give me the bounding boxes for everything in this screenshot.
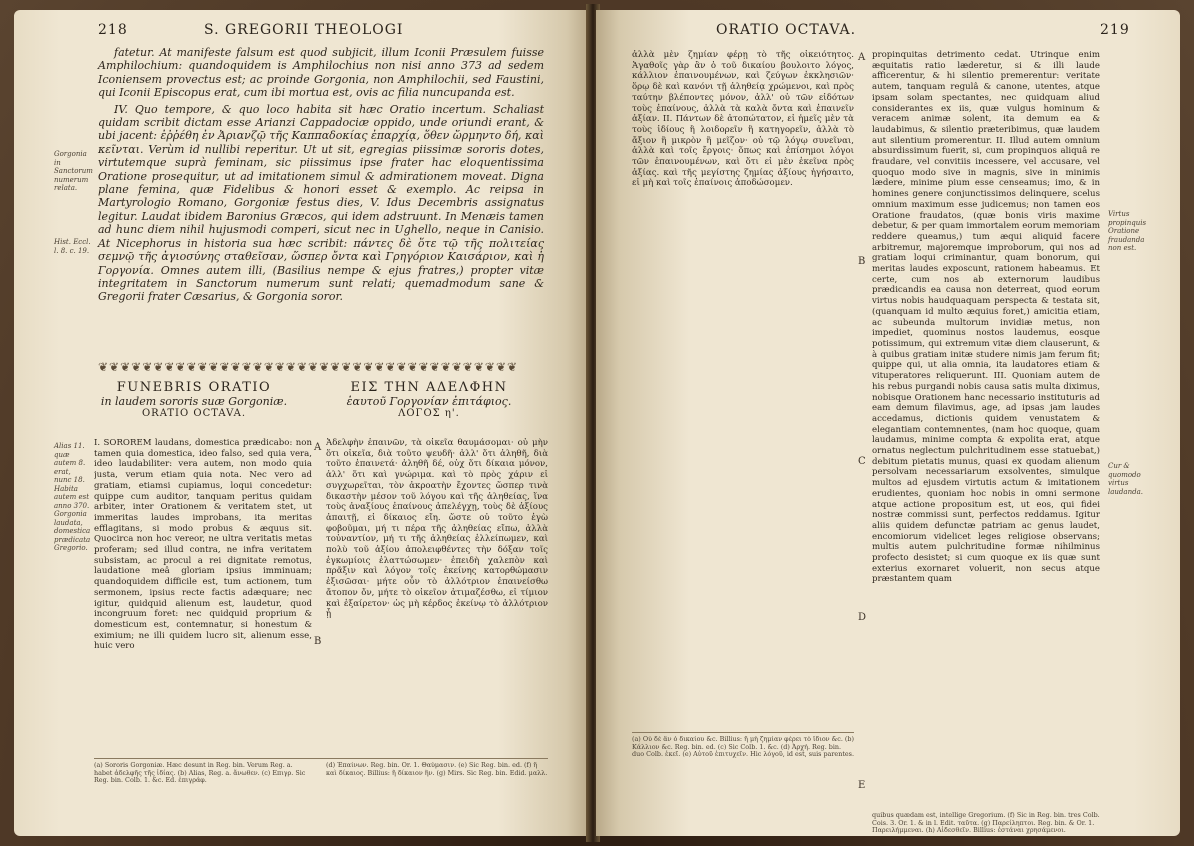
right-margin-note-1: Virtus propinquis Oratione fraudanda non est. [1108,210,1147,252]
left-running-head [98,22,403,38]
left-upper-text [98,46,544,356]
left-col-margin-note: Alias 11. quæ autem 8. erat, nunc 18. Habita autem est anno 370. Gorgonia laudata, domestica prædicata Gregorio. [54,442,91,552]
left-section-mark-a: A [314,442,322,453]
right-footnotes-left: (a) Οὐ δὲ ἂν ὁ δικαίου &c. Billius: ἢ μὴ ζημίαν φέρει τὸ ἴδιον &c. (b) Κάλλιον &c. Reg. bin. ed. (c) Sic Colb. 1. &c. (d) Ἀρχή. Reg. bin. duo Colb. ἐκεῖ. (e) Αὐτοῦ ἐπιτυχεῖν. Hic λόγοῦ, id est, suis parentes. [632,736,854,759]
latin-oration-label: ORATIO OCTAVA. [141,408,247,419]
right-page-number-wrap [1100,22,1130,38]
right-margin-note-2: Cur & quomodo virtus laudanda. [1108,462,1143,496]
left-margin-note-1: Gorgonia in Sanctorum numerum relata. [54,150,93,192]
right-section-mark-e: E [858,780,866,791]
greek-heading-subtitle: ἑαυτοῦ Γοργονίαν ἐπιτάφιος. [346,395,512,408]
right-section-mark-a: A [858,52,866,63]
right-section-mark-d: D [858,612,867,623]
left-page [14,10,590,836]
greek-column: Ἀδελφὴν ἐπαινῶν, τὰ οἰκεῖα θαυμάσομαι· οὐ μὴν ὅτι οἰκεῖα, διὰ τοῦτο ψευδῆ· ἀλλ' ὅτι ἀληθῆ, διὰ τοῦτο ἐπαινετά· ἀληθῆ δέ, οὐχ ὅτι δίκαια μόνον, ἀλλ' ὅτι καὶ γνώριμα. καὶ τὸ πρὸς χάριν εἰ συγχωρεῖται, τὸν ἀκροατὴν ἔχοντες ὥσπερ τινὰ δικαστὴν μέσον τοῦ λόγου καὶ τῆς ἀληθείας, ἵνα τοὺς ἀναξίους ἐπαίνους ἀπελέγχῃ, τοὺς δὲ ἀξίους ἀπαιτῇ, εἰ δίκαιος εἴη. ὥστε οὐ τοῦτο ἐγὼ φοβοῦμαι, μή τι πέρα τῆς ἀληθείας εἴπω, ἀλλὰ τοὐναντίον, μή τι τῆς ἀληθείας ἐλλείπωμεν, καὶ πολὺ τοῦ ἀξίου ἀπολειφθέντες τὴν δόξαν τοῖς ἐγκωμίοις ἐλαττώσωμεν· ἐπειδὴ χαλεπὸν καὶ πρᾶξιν καὶ λόγον τοῖς ἐκείνης κατορθώμασιν ἐξισῶσαι· μήτε οὖν τὸ ἀλλότριον ἐπαινείσθω ἄτοπον ὄν, μήτε τὸ οἰκεῖον ἀτιμαζέσθω, εἰ τίμιον καὶ ἐξαίρετον· ὡς μὴ κέρδος ἐκείνῳ τὸ ἀλλότριον ᾖ [326,438,548,620]
right-page [596,10,1180,836]
greek-heading [314,380,544,419]
left-footnotes-latin: (a) Sororis Gorgoniæ. Hæc desunt in Reg. bin. Verum Reg. a. habet ἀδελφῆς τῆς ἰδίας. (b) Alias, Reg. a. ἄνωθεν. (c) Επιγρ. Sic Reg. bin. Colb. 1. &c. Ed. ἐπιγράφ. [94,762,306,785]
left-footnote-rule [94,758,548,759]
left-running-title: S. GREGORII THEOLOGI [204,22,404,38]
greek-oration-label: ΛΟΓΟΣ η'. [398,408,460,419]
latin-heading-title: FUNEBRIS ORATIO [116,380,272,395]
right-section-mark-b: B [858,256,866,267]
right-latin-column: propinquitas detrimento cedat. Utrinque enim æquitatis ratio læderetur, si & illi laude afficerentur, & hi silentio premerentur: veritate autem, tanquam regulâ & canone, utentes, atque ipsam solam spectantes, nec quidquam aliud considerantes ex iis, quæ vulgus hominum & veracem animæ solent, ita demum ea & laudabimus, & silentio præteribimus, quæ laudem aut silentium promerentur. II. Illud autem omnium absurdissimum fuerit, si, cum propinquos aliquâ re fraudare, vel convitiis incessere, vel accusare, vel quoquo modo sive in magnis, sive in minimis lædere, minime pium esse censeamus; imo, & in homines genere conjunctissimos delinquere, scelus omnium maximum esse judicemus; non tamen eos Oratione fraudatos, (quæ bonis viris maxime debetur, & per quam immortalem eorum memoriam reddere queamus,) tum æqui aliquid facere arbitremur, majoremque improborum, qui nos ad gratiam loqui criminantur, quam bonorum, qui meritas laudes exposcunt, rationem habeamus. Et certe, cum nos ab externorum laudibus prædicandis ea causa non deterreat, quod eorum virtus nobis haudquaquam perspecta & testata sit, (quanquam id multo æquius foret,) amicitia etiam, ac subeunda multorum invidiæ metus, non impediet, quominus nostos laudemus, eosque potissimum, qui extremum vitæ diem clauserunt, & à quibus gratiam initæ studere nimis jam ferum fit; quippe qui, ut alia omnia, ita laudatores etiam & vituperatores reliquerunt. III. Quoniam autem de his rebus purgandi nobis causa satis multa diximus, nobisque Orationem hanc necessario instituturis ad eam demum filavimus, age, ad ipsas jam laudes accedamus, dictionis quidem venustatem & elegantiam contemnentes, (nam hoc quoque, quam laudamus, minime compta & expolita erat, atque ornatus neglectum pulchritudinem esse statuebat,) debitum pietatis munus, quasi ex quodam alienum persolvam necessariarum exsolventes, simulque multos ad ejusdem virtutis actum & imitationem erudientes, quoniam hoc nobis in omni sermone atque actione propositum est, ut eos, qui fidei nostræ commissi sunt, perfectos reddamus. Igitur aliis quidem defunctæ patriam ac genus laudet, encomiorum videlicet leges religiose observans; multis autem pulchritudine formæ nihilminus profecto desistet; si cum quoque ex iis quæ sunt exterius exornaret voluerit, non secus atque præstantem quam [872,50,1100,585]
left-section-mark-b: B [314,636,322,647]
latin-heading-subtitle: in laudem sororis suæ Gorgoniæ. [100,395,288,408]
latin-column: I. SOROREM laudans, domestica prædicabo: non tamen quia domestica, ideo falso, sed quia vera, ideo laudabiliter: vera autem, non modo quia justa, verum etiam quia nota. Nec vero ad gratiam, etiamsi cupiamus, loqui concedetur: quippe cum auditor, tanquam peritus quidam arbiter, inter Orationem & veritatem stet, ut immeritas laudes improbans, ita meritas efflagitans, si modo probus & æquus sit. Quocirca non hoc vereor, ne ultra veritatis metas proferam; sed illud contra, ne infra veritatem subsistam, ac procul a rei dignitate remotus, laudatione meâ gloriam ipsius imminuam; quandoquidem difficile est, tum actionem, tum sermonem, ipsius recte factis adæquare; nec igitur, quidquid alienum est, laudetur, quod incongruum foret: nec quidquid proprium & domesticum est, contemnatur, si honestum & eximium; ne illi quidem lucro sit, alienum esse, huic vero [94,438,312,652]
greek-heading-title: ΕΙΣ ΤΗΝ ΑΔΕΛΦΗΝ [350,380,508,395]
right-footnotes-right: quibus quædam est, intellige Gregorium. (f) Sic in Reg. bin. tres Colb. Cois. 3. Or. 1. & in l. Edit. ταῦτα. (g) Παρείληπτοι. Reg. bin. & Or. 1. Παρειλήμμεναι. (h) Αἰδεσθεῖν. Billius: ἐστάναι χρησάμενοι. [872,812,1100,834]
right-running-head [716,22,856,38]
left-ornament-band: ❦❦❦❦❦❦❦❦❦❦❦❦❦❦❦❦❦❦❦❦❦❦❦❦❦❦❦❦❦❦❦❦❦❦❦❦❦❦ [98,360,519,374]
latin-heading [84,380,304,419]
right-page-number: 219 [1100,22,1130,38]
left-margin-note-2: Hist. Eccl. l. 8. c. 19. [54,238,91,255]
left-footnotes-greek: (d) Ἐπαίνων. Reg. bin. Or. 1. Θαύμασιν. (e) Sic Reg. bin. ed. (f) ἢ καὶ δίκαιος. Billius: ἢ δίκαιον ἢν. (g) Mirs. Sic Reg. bin. Edid. μαλλ. [326,762,548,777]
left-page-number: 218 [98,22,128,38]
right-section-mark-c: C [858,456,866,467]
upper-paragraph-1: fatetur. At manifeste falsum est quod subjicit, illum Iconii Præsulem fuisse Amphilochium: quandoquidem is Amphilochius non nisi anno 373 ad sedem Iconiensem provectus est; ac proinde Gorgonia, non Amphilochii, sed Faustini, qui Iconii Episcopus erat, cum ibi mortua est, ovis ac filia nuncupanda est. [98,46,544,100]
upper-paragraph-2: IV. Quo tempore, & quo loco habita sit hæc Oratio incertum. Schaliast quidam scribit dictam esse Arianzi Cappadociæ oppido, unde oriundi erant, & ubi jacent: ἐῤῥέθη ἐν Ἀριανζῷ τῆς Καππαδοκίας ἐπαρχίᾳ, ὅθεν ὥρμηντο δή, καὶ κεῖνται. Verùm id nullibi reperitur. Ut ut sit, egregias piissimæ sororis dotes, virtutemque suprà feminam, sic piissimus ipse frater hac eloquentissima Oratione prosequitur, ut ad imitationem simul & admirationem moveat. Digna plane femina, quæ Fidelibus & honori esset & exemplo. Ac reipsa in Martyrologio Romano, Gorgoniæ festus dies, V. Idus Decembris assignatus legitur. Laudat ibidem Baronius Græcos, qui idem adstruunt. In Menæis tamen ad hunc diem nihil hujusmodi comperi, sicut nec in Ughello, neque in Canisio. At Nicephorus in historia sua hæc scribit: πάντες δὲ ὅτε τῷ τῆς πολιτείας σεμνῷ τῆς ἀγιοσύνης σταθεῖσαν, ὥσπερ ὄντα καὶ Γρηγόριον Καισάριον, καὶ ἡ Γοργονία. Omnes autem illi, (Basilius nempe & ejus fratres,) propter vitæ integritatem in Sanctorum numerum sunt relati; quemadmodum sane & Gregorii frater Cæsarius, & Gorgonia soror. [98,102,544,304]
right-greek-column: ἀλλὰ μὲν ζημίαν φέρῃ τὸ τῆς οἰκειότητος. Ἀγαθοῖς γὰρ ἂν ὁ τοῦ δικαίου βουλοιτο λόγος, κάλλιον ἐπαινουμένων, καὶ ζεύγων ἐκκλησιῶν· ὅρῳ δὲ καὶ κανόνι τῇ ἀληθείᾳ χρώμενοι, καὶ πρὸς ταύτην βλέποντες μόνον, ἀλλ' οὐ τῶν εἰδότων τοὺς ἐπαίνους, ἀλλὰ τὰ καλὰ ὄντα καὶ ἐπαινεῖν ἀξίαν. II. Πάντων δὲ ἀτοπώτατον, εἰ ἡμεῖς μὲν τὰ τοὺς ἰδίους ἢ λοιδορεῖν ἢ κατηγορεῖν, ἀλλὰ τὸ ἄξιον ἢ μικρὸν ἢ μεῖζον· οὐ τῷ λόγῳ συνεῖναι, ἀλλὰ καὶ τοῖς ἔργοις· ὅπως καὶ ἐπίσημοι λόγοι τῶν ἐπαινουμένων, καὶ ὅτι εἰ μὲν ἐκεῖνα πρὸς ἀξίας. καὶ τῆς μεγίστης ζημίας ἀξίους ἡγήσαιτο, εἰ μὴ καὶ τοῖς ἐπαίνοις ἀποδώσομεν. [632,50,854,189]
right-footnote-rule [632,732,854,733]
right-running-title: ORATIO OCTAVA. [716,22,857,38]
